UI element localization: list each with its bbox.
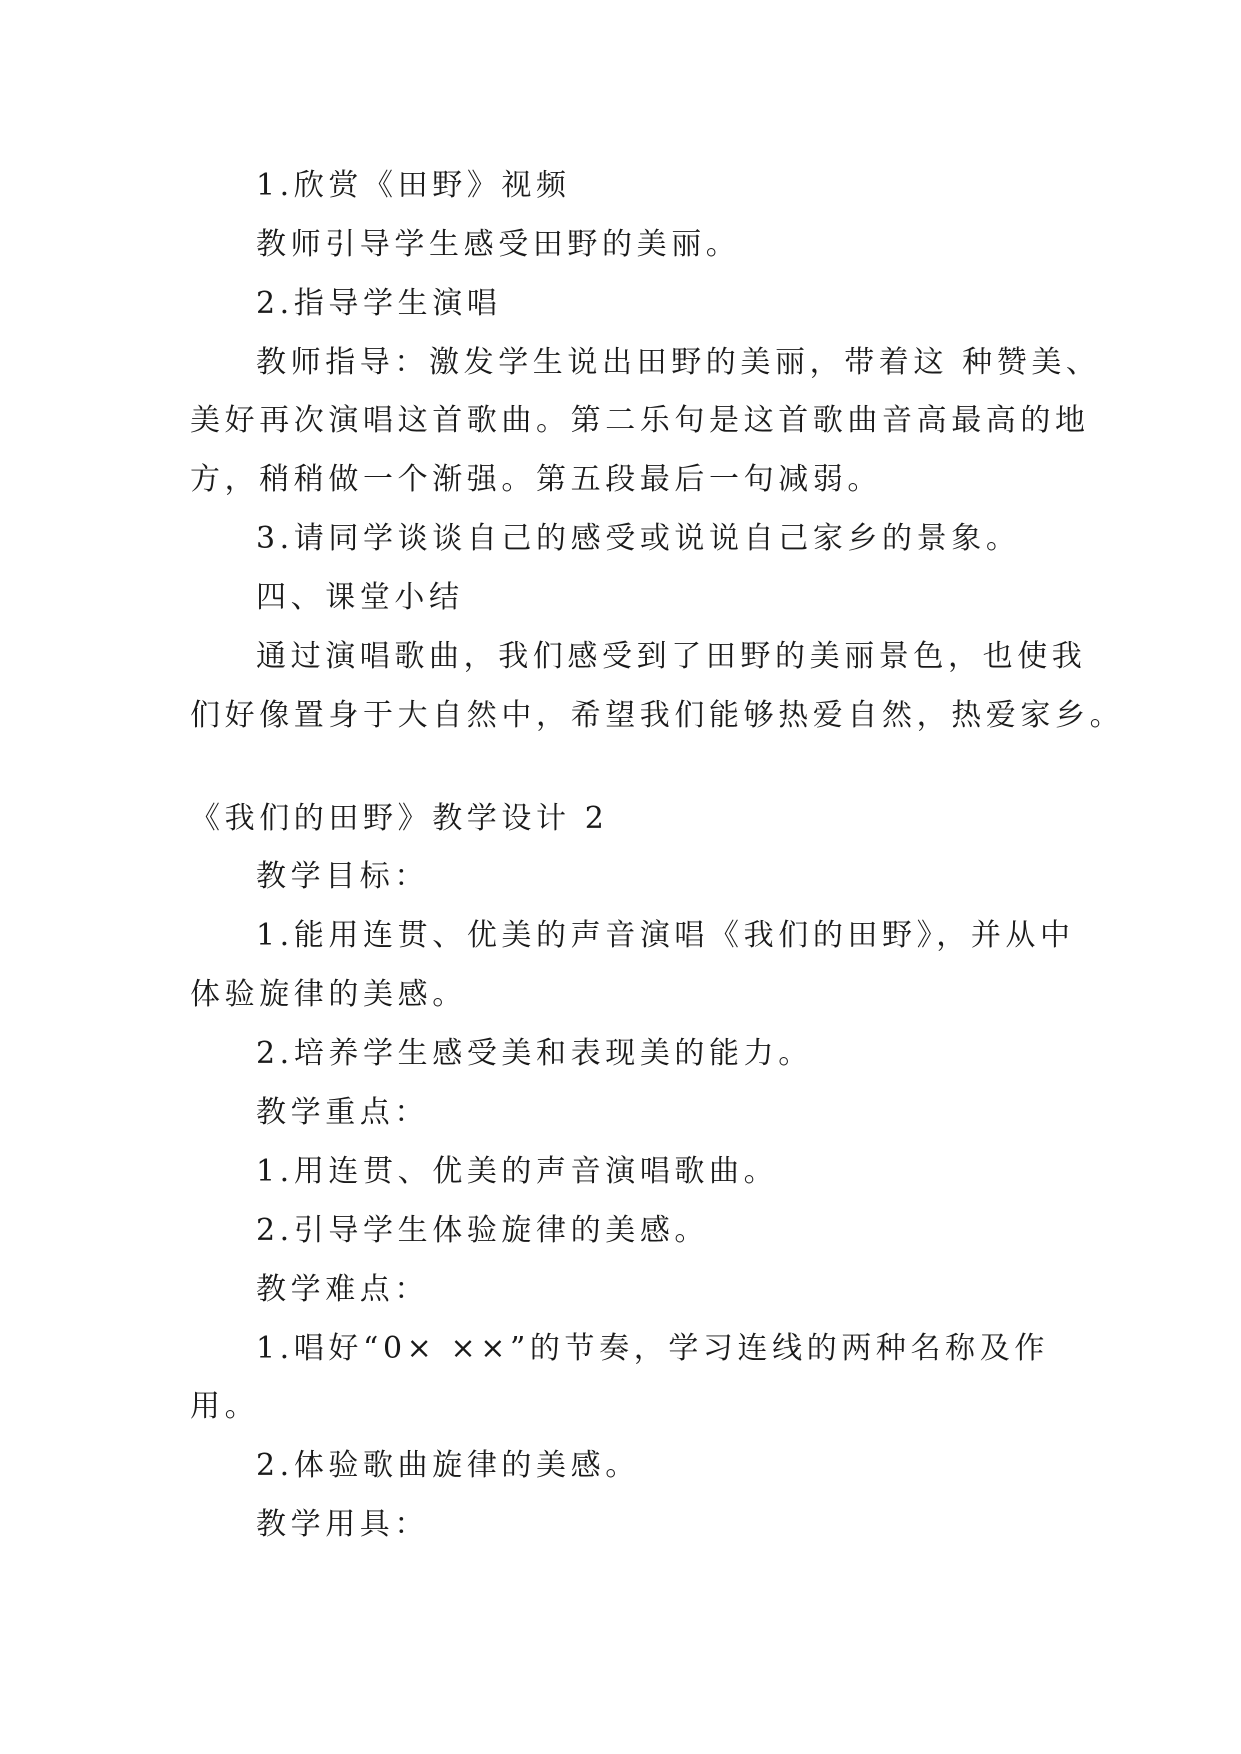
paragraph-line: 美好再次演唱这首歌曲。第二乐句是这首歌曲音高最高的地 (190, 403, 1090, 438)
section-heading: 教学用具： (256, 1507, 429, 1542)
paragraph-line: 体验旋律的美感。 (190, 977, 467, 1012)
paragraph-line: 们好像置身于大自然中，希望我们能够热爱自然，热爱家乡。 (190, 698, 1125, 733)
paragraph-line: 3.请同学谈谈自己的感受或说说自己家乡的景象。 (256, 521, 1021, 556)
section-heading: 教学重点： (256, 1095, 429, 1130)
paragraph-line: 用。 (190, 1389, 260, 1424)
paragraph-line: 通过演唱歌曲，我们感受到了田野的美丽景色，也使我 (256, 639, 1087, 674)
section-heading: 教学难点： (256, 1272, 429, 1307)
paragraph-line: 教师指导：激发学生说出田野的美丽，带着这 种赞美、 (256, 345, 1101, 380)
paragraph-line: 2.引导学生体验旋律的美感。 (256, 1213, 710, 1248)
paragraph-line: 2.指导学生演唱 (256, 286, 502, 321)
paragraph-line: 教师引导学生感受田野的美丽。 (256, 227, 741, 262)
paragraph-line: 2.体验歌曲旋律的美感。 (256, 1448, 640, 1483)
paragraph-line: 1.唱好“0× ××”的节奏，学习连线的两种名称及作 (256, 1331, 1049, 1366)
paragraph-line: 1.能用连贯、优美的声音演唱《我们的田野》，并从中 (256, 918, 1075, 953)
section-heading: 四、课堂小结 (256, 580, 464, 615)
section-heading: 教学目标： (256, 859, 429, 894)
paragraph-line: 2.培养学生感受美和表现美的能力。 (256, 1036, 813, 1071)
paragraph-line: 1.用连贯、优美的声音演唱歌曲。 (256, 1154, 779, 1189)
paragraph-line: 1.欣赏《田野》视频 (256, 168, 571, 203)
paragraph-line: 方，稍稍做一个渐强。第五段最后一句减弱。 (190, 462, 882, 497)
document-title: 《我们的田野》教学设计 2 (190, 801, 609, 836)
